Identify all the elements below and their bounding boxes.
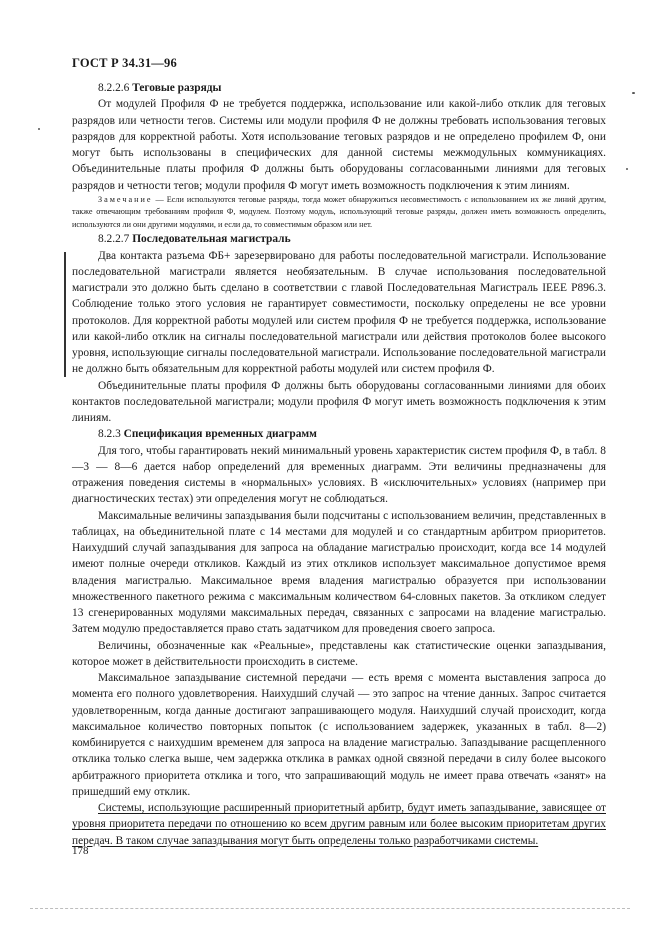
timing-paragraph: Величины, обозначенные как «Реальные», представлены как статистические оценки запаздывания, которое может в действительности происходить в системе. [72, 639, 606, 668]
scan-edge-line [30, 908, 630, 909]
page-content [72, 80, 606, 849]
note-label: Замечание [98, 194, 153, 204]
serial-bus-paragraph: Два контакта разъема ФБ+ зарезервировано для работы последовательной магистрали. Использование последовательной магистрали является необязательным. В случае использования последовательной магистрали это должно быть сделано в соответствии с главой Последовательная Магистраль IEEE P896.3. Соблюдение только этого условия не гарантирует совместимости, поскольку определены не все уровни протоколов. Для корректной работы модулей или систем профиля Ф не требуется поддержка, использование или какой-либо отклик на сигналы последовательной магистрали или действия протоколов более высокого уровня, использующие сигналы последовательной магистрали. Использование последовательной магистрали не должно быть обязательным для корректной работы модулей или систем профиля Ф. [72, 249, 606, 376]
section-number: 8.2.2.7 [98, 233, 130, 246]
scan-speck [38, 128, 40, 130]
tag-bits-paragraph: От модулей Профиля Ф не требуется поддержка, использование или какой-либо отклик для теговых разрядов или четности тегов. Системы или модули профиля Ф не должны требовать использования теговых разрядов для корректной работы. Хотя использование теговых разрядов и не определено профилем Ф, они могут быть использованы в специфических для данной системы межмодульных коммуникациях. Объединительные платы профиля Ф должны быть оборудованы согласованными линиями для теговых разрядов и четности тегов; модули профиля Ф могут иметь возможность подключения к этим линиям. [72, 98, 606, 192]
section-title: Последовательная магистраль [132, 233, 291, 246]
section-number: 8.2.3 [98, 428, 121, 441]
serial-bus-backplane-paragraph: Объединительные платы профиля Ф должны быть оборудованы согласованными линиями для обоих контактов последовательной магистрали; модули профиля Ф могут иметь возможность подключения к этим линиям. [72, 379, 606, 424]
timing-final-paragraph: Системы, использующие расширенный приоритетный арбитр, будут иметь запаздывание, зависящее от уровня приоритета передачи по отношению ко всем другим равным или более высоким приоритетам других передач. В таком случае запаздывания могут быть определены только разработчиками системы. [72, 802, 606, 847]
scan-speck [632, 92, 635, 94]
section-number: 8.2.2.6 [98, 82, 130, 94]
section-8-2-3-heading [72, 426, 606, 442]
section-title: Теговые разряды [132, 82, 222, 94]
section-8-2-2-6-heading [72, 80, 606, 96]
timing-paragraph: Максимальные величины запаздывания были подсчитаны с использованием величин, представленных в таблицах, на объединительной плате с 14 местами для модулей и со стандартным арбитром приоритетов. Наихудший случай запаздывания для запроса на обладание магистралью происходит, когда все 14 модулей имеют полные очереди откликов. Каждый из этих откликов использует максимальное допустимое время владения магистралью. Максимальное время владения магистралью образуется при использовании множественного пакетного режима с максимальным количеством 64-словных пакетов. За откликом следует 13 сгенерированных модулями максимальных передач, связанных с запросами на владение магистралью. Затем модулю предоставляется право стать задатчиком для проведения своего запроса. [72, 509, 606, 636]
margin-change-bar [64, 252, 66, 377]
timing-paragraph: Для того, чтобы гарантировать некий минимальный уровень характеристик систем профиля Ф, в табл. 8—3 — 8—6 дается набор определений для временных диаграмм. Эти величины предназначены для отражения поведения системы в «нормальных» условиях. В «исключительных» условиях (например при диагностических тестах) эти определения могут не соблюдаться. [72, 444, 606, 506]
document-header: ГОСТ Р 34.31—96 [72, 56, 177, 70]
section-title: Спецификация временных диаграмм [123, 428, 317, 441]
page-number: 178 [72, 845, 89, 857]
note-text: — Если используются теговые разряды, тогда может обнаружиться несовместимость с использованием их же линий другим, также отвечающим требованиям профиля Ф, модулем. Поэтому модуль, использующий теговые разряды, должен иметь возможность определить, используются ли они другими модулями, и если да, то совместимым образом или нет. [72, 194, 606, 229]
scan-speck [626, 168, 628, 170]
note-paragraph [72, 194, 606, 232]
section-8-2-2-7-heading [72, 231, 606, 247]
timing-paragraph: Максимальное запаздывание системной передачи — есть время с момента выставления запроса до момента его полного удовлетворения. Наихудший случай — это запрос на чтение данных. Запрос считается удовлетворенным, когда данные достигают запрашивающего модуля. Наихудший случай происходит, когда максимальное количество повторных попыток (с использованием задержек, указанных в табл. 8—2) комбинируется с наихудшим временем для запроса на владение магистралью. Запаздывание расщепленного отклика только слегка выше, чем задержка отклика в рамках одной связной передачи в силу более высокого арбитражного приоритета отклика и того, что запрашивающий модуль не имеет права отвечать «занят» на пришедший ему отклик. [72, 672, 606, 798]
